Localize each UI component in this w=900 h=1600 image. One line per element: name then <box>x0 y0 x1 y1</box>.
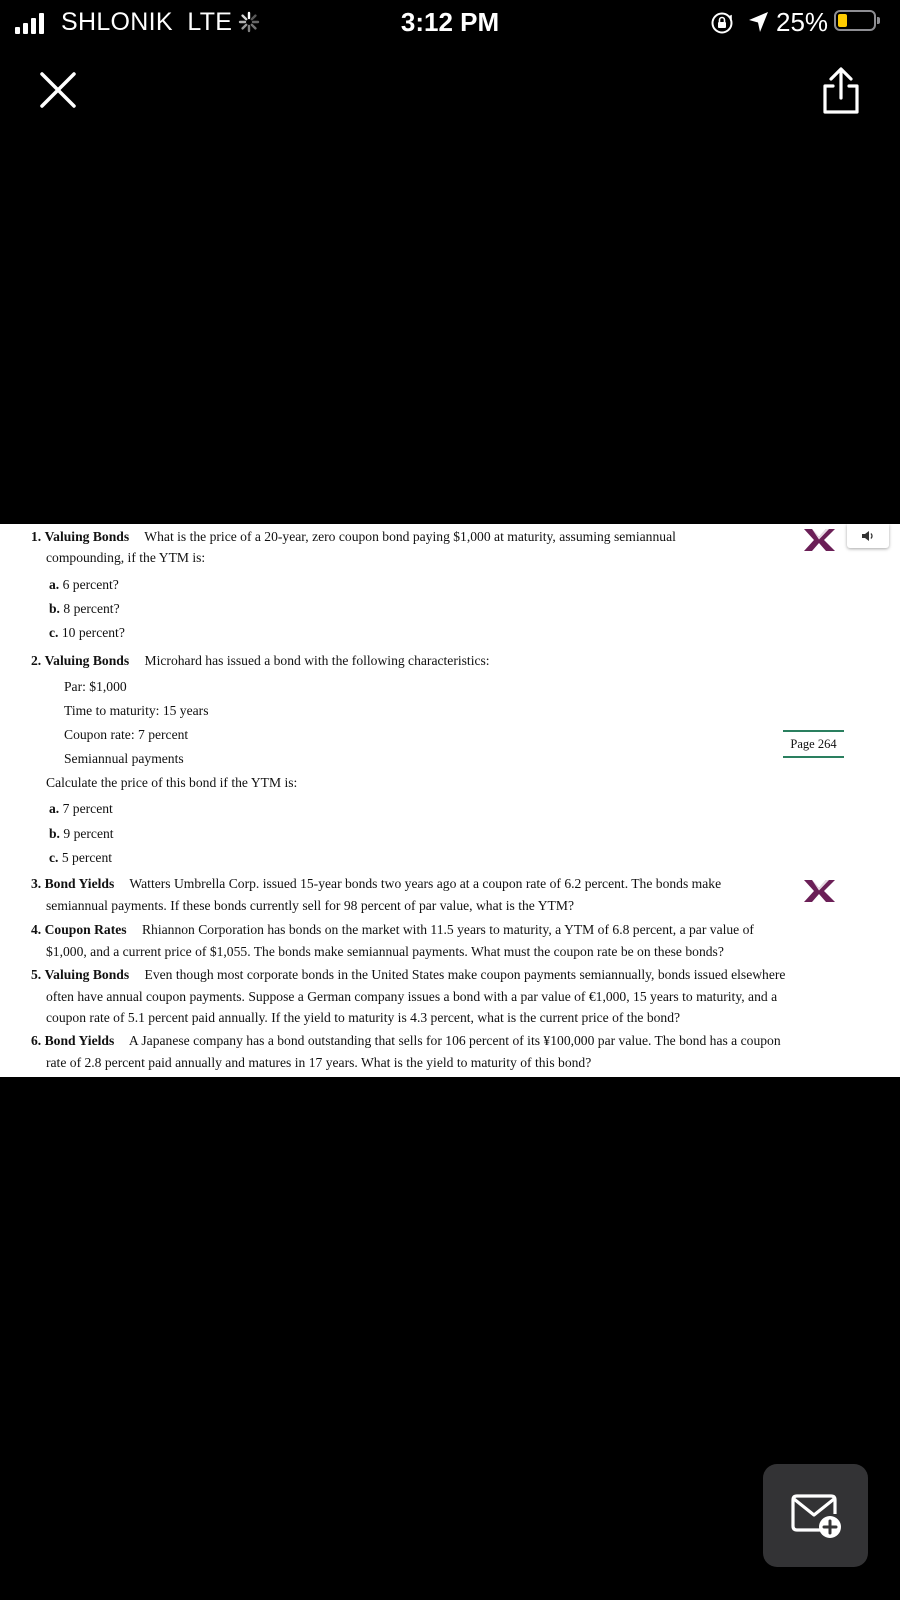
problem-6-number: 6. <box>31 1033 42 1048</box>
option-letter: c. <box>49 625 59 640</box>
page-marker: Page 264 <box>783 730 844 758</box>
option-letter: c. <box>49 850 59 865</box>
option-text: 9 percent <box>63 826 114 841</box>
problem-4-heading: Coupon Rates <box>44 922 127 937</box>
speaker-icon <box>861 530 875 542</box>
problem-4-text-2: $1,000, and a current price of $1,055. The bonds make semiannual payments. What must the coupon rate be on these bonds? <box>46 944 724 959</box>
battery-level <box>838 14 847 27</box>
problem-1-text-1: What is the price of a 20-year, zero coupon bond paying $1,000 at maturity, assuming semiannual <box>144 529 676 544</box>
problem-1-heading: Valuing Bonds <box>44 529 130 544</box>
problem-5-heading: Valuing Bonds <box>44 967 130 982</box>
problem-1-number: 1. <box>31 529 42 544</box>
problem-3-text-1: Watters Umbrella Corp. issued 15-year bonds two years ago at a coupon rate of 6.2 percent. The bonds make <box>129 876 722 891</box>
close-icon[interactable] <box>38 70 78 110</box>
problem-1-text-2: compounding, if the YTM is: <box>46 550 206 565</box>
audio-button[interactable] <box>847 524 889 548</box>
problem-6-text-1: A Japanese company has a bond outstanding that sells for 106 percent of its ¥100,000 par value. The bond has a coupon <box>128 1033 781 1048</box>
option-letter: b. <box>49 826 60 841</box>
option-text: 8 percent? <box>63 601 120 616</box>
option-text: 5 percent <box>61 850 113 865</box>
x-logo-icon <box>803 879 836 903</box>
option-text: 7 percent <box>62 801 113 816</box>
clock: 3:12 PM <box>400 7 500 37</box>
share-icon[interactable] <box>818 66 864 116</box>
option-letter: a. <box>49 801 60 816</box>
problem-2-text-1: Microhard has issued a bond with the following characteristics: <box>144 653 490 668</box>
problem-3-number: 3. <box>31 876 42 891</box>
problem-1-line-1 <box>31 529 676 545</box>
option-letter: b. <box>49 601 60 616</box>
problem-5-text-2: often have annual coupon payments. Suppose a German company issues a bond with a par value of €1,000, 15 years to maturity, and a <box>46 989 778 1004</box>
problem-5-text-1: Even though most corporate bonds in the United States make coupon payments semiannually, bonds issued elsewhere <box>144 967 786 982</box>
problem-2-number: 2. <box>31 653 42 668</box>
problem-3-line-1 <box>31 876 721 892</box>
problem-3-heading: Bond Yields <box>44 876 115 891</box>
problem-6-text-2: rate of 2.8 percent paid annually and matures in 17 years. What is the yield to maturity of this bond? <box>46 1055 592 1070</box>
problem-2-instruction: Calculate the price of this bond if the YTM is: <box>46 775 298 790</box>
add-to-mail-button[interactable] <box>763 1464 868 1567</box>
problem-4-number: 4. <box>31 922 42 937</box>
problem-2-option-b <box>49 826 114 842</box>
characteristic-coupon: Coupon rate: 7 percent <box>64 727 189 742</box>
problem-1-option-b <box>49 601 120 617</box>
option-letter: a. <box>49 577 60 592</box>
problem-4-line-1 <box>31 922 754 938</box>
problem-3-text-2: semiannual payments. If these bonds currently sell for 98 percent of par value, what is the YTM? <box>46 898 574 913</box>
problem-6-line-1 <box>31 1033 781 1049</box>
problem-1-option-a <box>49 577 119 593</box>
problem-2-option-a <box>49 801 113 817</box>
carrier-name: SHLONIK <box>61 8 173 36</box>
problem-5-number: 5. <box>31 967 42 982</box>
option-text: 6 percent? <box>62 577 119 592</box>
problem-5-line-1 <box>31 967 785 983</box>
problem-1-option-c <box>49 625 125 641</box>
problem-2-option-c <box>49 850 112 866</box>
problem-2-heading: Valuing Bonds <box>44 653 130 668</box>
status-bar <box>0 0 900 46</box>
characteristic-maturity: Time to maturity: 15 years <box>64 703 209 718</box>
characteristic-payments: Semiannual payments <box>64 751 184 766</box>
battery-icon <box>834 10 876 31</box>
mail-add-icon <box>790 1490 842 1540</box>
battery-percent: 25% <box>776 7 829 37</box>
characteristic-par: Par: $1,000 <box>64 679 127 694</box>
problem-5-text-3: coupon rate of 5.1 percent paid annually. If the yield to maturity is 4.3 percent, what is the current price of the bond? <box>46 1010 681 1025</box>
document-page[interactable] <box>0 524 900 1077</box>
option-text: 10 percent? <box>61 625 125 640</box>
problem-2-line-1 <box>31 653 490 669</box>
problem-6-heading: Bond Yields <box>44 1033 115 1048</box>
x-logo-icon <box>803 528 836 552</box>
rotation-lock-icon <box>710 11 734 35</box>
location-arrow-icon <box>747 10 771 34</box>
network-type: LTE <box>187 8 233 36</box>
problem-4-text-1: Rhiannon Corporation has bonds on the market with 11.5 years to maturity, a YTM of 6.8 percent, a par value of <box>141 922 754 937</box>
